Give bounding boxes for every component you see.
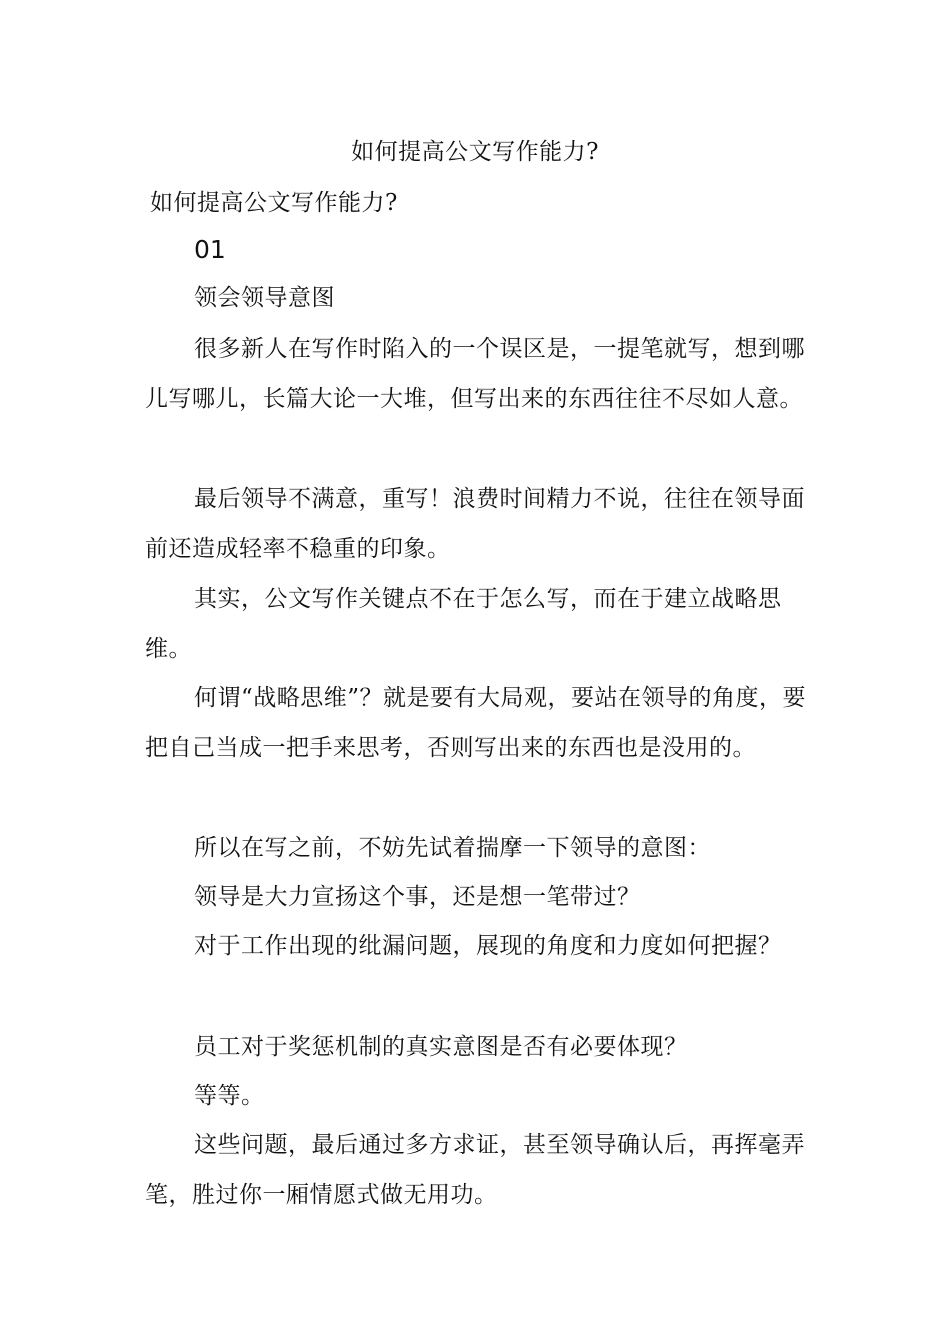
paragraph: 等等。 [194, 1083, 265, 1109]
paragraph: 很多新人在写作时陷入的一个误区是，一提笔就写，想到哪儿写哪儿，长篇大论一大堆，但写出来的东西往往不尽如人意。 [145, 336, 805, 412]
paragraph: 所以在写之前，不妨先试着揣摩一下领导的意图： [194, 835, 711, 861]
section-number: 01 [194, 235, 226, 264]
paragraph: 对于工作出现的纰漏问题，展现的角度和力度如何把握？ [194, 933, 782, 959]
section-heading: 领会领导意图 [194, 285, 335, 311]
paragraph: 领导是大力宣扬这个事，还是想一笔带过？ [194, 884, 641, 910]
paragraph: 这些问题，最后通过多方求证，甚至领导确认后，再挥毫弄笔，胜过你一厢情愿式做无用功。 [145, 1132, 805, 1208]
paragraph: 最后领导不满意，重写！浪费时间精力不说，往往在领导面前还造成轻率不稳重的印象。 [145, 486, 805, 562]
document-title: 如何提高公文写作能力? [351, 139, 599, 165]
paragraph: 其实，公文写作关键点不在于怎么写，而在于建立战略思维。 [145, 586, 782, 662]
paragraph: 员工对于奖惩机制的真实意图是否有必要体现？ [194, 1034, 688, 1060]
paragraph: 何谓“战略思维”？就是要有大局观，要站在领导的角度，要把自己当成一把手来思考，否则写出来的东西也是没用的。 [145, 685, 807, 761]
document-subtitle: 如何提高公文写作能力? [150, 190, 398, 216]
